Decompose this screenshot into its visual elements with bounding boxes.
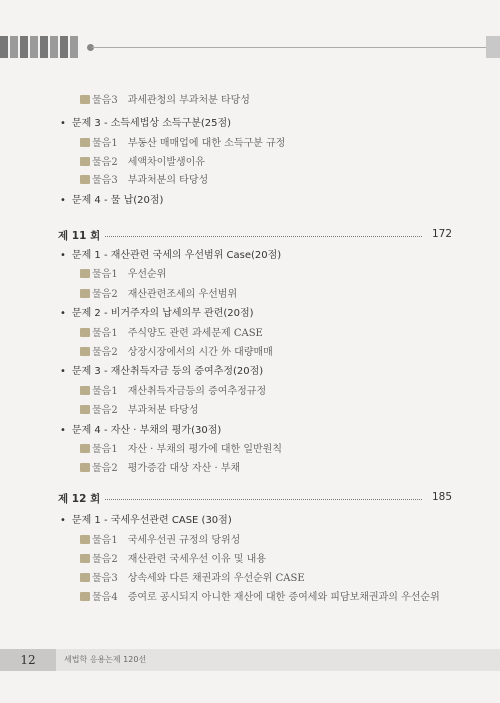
toc-text: 물음2 — [92, 463, 118, 474]
toc-text: 물음1 — [92, 444, 118, 455]
bullet-icon: • — [60, 308, 66, 319]
bullet-icon: • — [60, 425, 66, 436]
toc-text: 물음4 — [92, 592, 118, 603]
toc-text: 물음3 — [92, 95, 118, 106]
toc-subitem — [80, 591, 440, 605]
page-number: 185 — [431, 491, 452, 503]
toc-text: 주식양도 관련 과세문제 CASE — [127, 328, 263, 339]
toc-subitem — [80, 385, 266, 399]
toc-subitem — [80, 572, 305, 586]
toc-problem — [60, 194, 163, 208]
toc-subitem — [80, 288, 237, 302]
book-icon — [80, 328, 90, 337]
toc-subitem — [80, 156, 205, 170]
toc-subitem — [80, 327, 263, 341]
footer-page-number: 12 — [0, 649, 56, 671]
bullet-icon: • — [60, 250, 66, 261]
toc-text: 과세관청의 부과처분 타당성 — [127, 95, 250, 106]
toc-text: 상속세와 다른 채권과의 우선순위 CASE — [127, 573, 305, 584]
toc-text: 물음2 — [92, 157, 118, 168]
header-cap — [486, 36, 500, 58]
book-icon — [80, 535, 90, 544]
toc-text: 제 11 회 — [58, 228, 104, 243]
leader-dots — [96, 499, 422, 500]
toc-subitem — [80, 404, 199, 418]
toc-text: 물음3 — [92, 175, 118, 186]
toc-text: 우선순위 — [127, 269, 167, 280]
book-icon — [80, 175, 90, 184]
book-icon — [80, 347, 90, 356]
toc-subitem — [80, 94, 250, 108]
book-icon — [80, 289, 90, 298]
toc-text: 부과처분 타당성 — [127, 405, 199, 416]
toc-text: 문제 2 - 비거주자의 납세의무 관련(20점) — [71, 308, 254, 319]
bullet-icon: • — [60, 366, 66, 377]
toc-text: 문제 4 - 물 납(20점) — [71, 195, 164, 206]
header-blocks — [0, 36, 80, 58]
toc-subitem — [80, 346, 273, 360]
header-bar — [0, 36, 500, 58]
toc-subitem — [80, 174, 208, 188]
book-icon — [80, 157, 90, 166]
toc-subitem — [80, 553, 266, 567]
toc-text: 평가증감 대상 자산 · 부채 — [127, 463, 241, 474]
toc-text: 문제 1 - 재산관련 국세의 우선범위 Case(20점) — [71, 250, 282, 261]
toc-subitem — [80, 462, 240, 476]
toc-text: 물음1 — [92, 386, 118, 397]
session-header-11[interactable] — [58, 228, 452, 242]
toc-subitem — [80, 268, 166, 282]
book-icon — [80, 444, 90, 453]
toc-text: 부동산 매매업에 대한 소득구분 규정 — [127, 138, 286, 149]
book-icon — [80, 573, 90, 582]
footer — [0, 649, 500, 671]
toc-subitem — [80, 534, 240, 548]
book-icon — [80, 138, 90, 147]
toc-problem — [60, 424, 221, 438]
toc-text: 세액차이발생이유 — [127, 157, 205, 168]
toc-text: 물음2 — [92, 347, 118, 358]
book-icon — [80, 95, 90, 104]
toc-text: 재산관련 국세우선 이유 및 내용 — [127, 554, 266, 565]
toc-text: 문제 3 - 재산취득자금 등의 증여추정(20점) — [71, 366, 264, 377]
toc-text: 재산취득자금등의 증여추정규정 — [127, 386, 267, 397]
toc-subitem — [80, 443, 282, 457]
toc-text: 국세우선권 규정의 당위성 — [127, 535, 241, 546]
book-icon — [80, 405, 90, 414]
book-icon — [80, 386, 90, 395]
toc-text: 물음3 — [92, 573, 118, 584]
toc-text: 재산관련조세의 우선범위 — [127, 289, 238, 300]
book-icon — [80, 592, 90, 601]
toc-text: 물음1 — [92, 269, 118, 280]
toc-text: 문제 4 - 자산 · 부채의 평가(30점) — [71, 425, 222, 436]
book-icon — [80, 554, 90, 563]
toc-text: 물음2 — [92, 554, 118, 565]
toc-text: 물음1 — [92, 328, 118, 339]
toc-text: 물음1 — [92, 535, 118, 546]
toc-problem — [60, 307, 254, 321]
toc-text: 물음2 — [92, 289, 118, 300]
toc-text: 물음2 — [92, 405, 118, 416]
bullet-icon: • — [60, 515, 66, 526]
toc-text: 부과처분의 타당성 — [127, 175, 209, 186]
toc-text: 문제 1 - 국세우선관련 CASE (30점) — [71, 515, 232, 526]
toc-subitem — [80, 137, 285, 151]
book-icon — [80, 463, 90, 472]
toc-text: 자산 · 부채의 평가에 대한 일반원칙 — [127, 444, 282, 455]
toc-text: 상장시장에서의 시간 外 대량매매 — [127, 347, 273, 358]
toc-problem — [60, 249, 281, 263]
toc-text: 증여로 공시되지 아니한 재산에 대한 증여세와 피담보채권과의 우선순위 — [127, 592, 440, 603]
toc-text: 문제 3 - 소득세법상 소득구분(25점) — [71, 118, 232, 129]
page-number: 172 — [431, 228, 452, 240]
toc-text: 제 12 회 — [58, 491, 104, 506]
session-header-12[interactable] — [58, 491, 452, 505]
toc-problem — [60, 117, 231, 131]
toc-problem — [60, 514, 232, 528]
footer-book-title: 세법학 응용논제 120선 — [64, 655, 147, 664]
leader-dots — [96, 236, 422, 237]
bullet-icon: • — [60, 118, 66, 129]
book-icon — [80, 269, 90, 278]
header-line — [92, 47, 487, 48]
bullet-icon: • — [60, 195, 66, 206]
toc-text: 물음1 — [92, 138, 118, 149]
toc-problem — [60, 365, 263, 379]
